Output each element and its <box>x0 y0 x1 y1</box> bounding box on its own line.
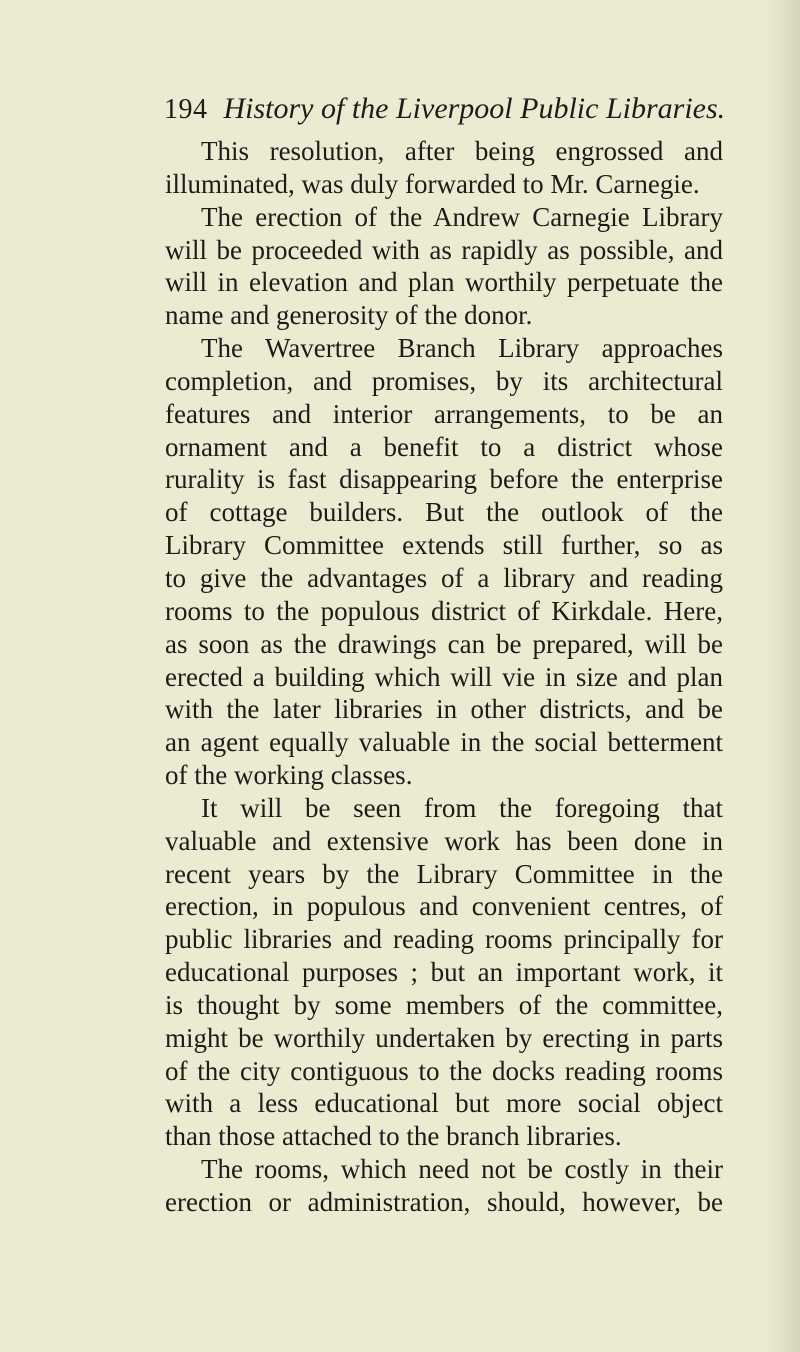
body-text <box>165 135 723 1219</box>
text-line: will be proceeded with as rapidly as possible, and <box>165 234 723 265</box>
text-line: This resolution, after being engrossed and <box>201 136 723 166</box>
text-line: rurality is fast disappearing before the enterprise <box>165 464 723 495</box>
text-line: of the city contiguous to the docks reading rooms <box>165 1055 723 1086</box>
text-line: valuable and extensive work has been done in <box>165 825 723 856</box>
text-line: erection or administration, should, however, be <box>165 1187 723 1217</box>
text-line: to give the advantages of a library and reading <box>165 562 723 593</box>
text-line: recent years by the Library Committee in the <box>165 858 723 889</box>
text-line: The rooms, which need not be costly in their <box>201 1154 723 1185</box>
page-number: 194 <box>164 94 208 125</box>
text-line: than those attached to the branch libraries. <box>165 1121 622 1152</box>
text-line: is thought by some members of the committee, <box>165 989 723 1020</box>
text-line: ornament and a benefit to a district whose <box>165 431 723 462</box>
text-line: with the later libraries in other districts, and be <box>165 694 723 725</box>
text-line: of the working classes. <box>165 760 413 791</box>
text-line: features and interior arrangements, to be an <box>165 398 723 429</box>
text-line: completion, and promises, by its architectural <box>165 365 723 396</box>
text-line: as soon as the drawings can be prepared, will be <box>165 628 723 659</box>
running-title: History of the Liverpool Public Libraries. <box>223 92 726 125</box>
text-line: The Wavertree Branch Library approaches <box>201 333 723 364</box>
text-line: erected a building which will vie in size and plan <box>165 661 723 692</box>
text-line: The erection of the Andrew Carnegie Library <box>201 201 723 232</box>
page-header <box>164 92 725 132</box>
text-line: an agent equally valuable in the social betterment <box>165 727 723 758</box>
text-line: illuminated, was duly forwarded to Mr. Carnegie. <box>165 168 700 199</box>
text-line: rooms to the populous district of Kirkdale. Here, <box>165 595 723 626</box>
text-line: erection, in populous and convenient centres, of <box>165 891 723 922</box>
text-line: name and generosity of the donor. <box>165 300 533 331</box>
text-line: Library Committee extends still further, so as <box>165 530 723 561</box>
text-line: will in elevation and plan worthily perpetuate the <box>165 267 723 298</box>
text-line: It will be seen from the foregoing that <box>201 792 723 823</box>
text-line: public libraries and reading rooms principally for <box>165 924 723 955</box>
text-line: with a less educational but more social object <box>165 1088 723 1119</box>
text-line: of cottage builders. But the outlook of the <box>165 497 723 528</box>
text-line: educational purposes ; but an important work, it <box>165 957 723 988</box>
page-edge-shadow <box>766 0 800 1352</box>
text-line: might be worthily undertaken by erecting in parts <box>165 1022 723 1053</box>
